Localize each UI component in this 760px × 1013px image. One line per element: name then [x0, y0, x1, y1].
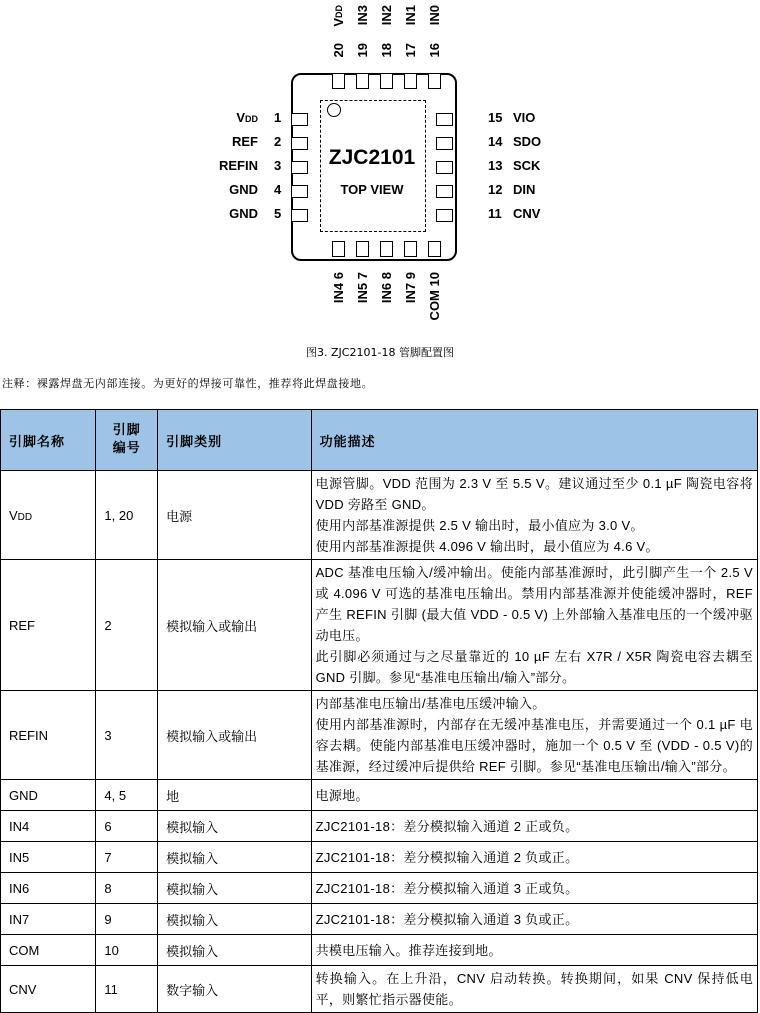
pin-5-number: 5 [274, 206, 282, 221]
pin-pad-10 [428, 241, 441, 257]
cell-pin-name: REFIN [1, 691, 96, 780]
cell-pin-number: 6 [96, 811, 158, 842]
pin-pad-17 [404, 73, 417, 89]
pin-pad-8 [380, 241, 393, 257]
cell-pin-number: 9 [96, 904, 158, 935]
description-line: ADC 基准电压输入/缓冲输出。使能内部基准源时，此引脚产生一个 2.5 V 或 4.096 V 可选的基准电压输出。禁用内部基准源并使能缓冲器时，REF 产生 REFIN 引脚 (最大值 VDD - 0.5 V) 上外部输入基准电压的一个缓冲驱动电压。 [315, 565, 753, 643]
cell-pin-name: IN4 [1, 811, 96, 842]
pin-5-name: GND [229, 206, 258, 221]
pin-14-name: SDO [513, 134, 542, 149]
cell-pin-type: 地 [158, 780, 311, 811]
chip-name-label: ZJC2101 [328, 146, 416, 169]
pin-pad-19 [356, 73, 369, 89]
pin-pad-7 [356, 241, 369, 257]
cell-pin-number: 10 [96, 935, 158, 966]
pin-17-number: 17 [403, 43, 418, 58]
cell-description: 共模电压输入。推荐连接到地。 [311, 935, 757, 966]
cell-pin-type: 数字输入 [158, 966, 311, 1013]
pin-12-number: 12 [488, 182, 503, 197]
pin-pad-9 [404, 241, 417, 257]
pin-11-name: CNV [513, 206, 541, 221]
cell-description: ZJC2101-18：差分模拟输入通道 2 正或负。 [311, 811, 757, 842]
pin-pad-2 [291, 137, 308, 150]
description-line: 使用内部基准源提供 4.096 V 输出时，最小值应为 4.6 V。 [315, 539, 659, 554]
table-row [1, 691, 758, 780]
header-function: 功能描述 [311, 410, 757, 471]
cell-pin-number: 11 [96, 966, 158, 1013]
pin-1-name: VDD [236, 110, 258, 125]
table-row [1, 842, 758, 873]
cell-pin-number: 3 [96, 691, 158, 780]
table-row [1, 811, 758, 842]
cell-description: 转换输入。在上升沿，CNV 启动转换。转换期间，如果 CNV 保持低电平，则繁忙指示器使能。 [311, 966, 757, 1013]
pin-7-label: IN5 7 [355, 272, 370, 304]
cell-pin-number: 1, 20 [96, 471, 158, 560]
cell-pin-name: IN7 [1, 904, 96, 935]
cell-pin-name: REF [1, 560, 96, 691]
pin-18-name: IN2 [379, 5, 394, 26]
pin-19-number: 19 [355, 43, 370, 58]
table-row [1, 471, 758, 560]
pin-13-number: 13 [488, 158, 503, 173]
pin-10-label: COM 10 [427, 272, 442, 321]
cell-pin-name: CNV [1, 966, 96, 1013]
pin-8-label: IN6 8 [379, 272, 394, 304]
cell-pin-type: 模拟输入 [158, 873, 311, 904]
cell-pin-type: 电源 [158, 471, 311, 560]
pin-19-name: IN3 [355, 5, 370, 26]
pin-1-number: 1 [274, 110, 282, 125]
pin-15-name: VIO [513, 110, 536, 125]
pin-pad-1 [291, 113, 308, 126]
cell-pin-type: 模拟输入 [158, 811, 311, 842]
pin-pad-20 [332, 73, 345, 89]
pin-configuration-diagram [0, 0, 760, 330]
description-line: 内部基准电压输出/基准电压缓冲输入。 [315, 696, 546, 711]
description-line: 使用内部基准源提供 2.5 V 输出时，最小值应为 3.0 V。 [315, 518, 644, 533]
pin-17-name: IN1 [403, 5, 418, 26]
cell-description: ZJC2101-18：差分模拟输入通道 3 负或正。 [311, 904, 757, 935]
description-line: 使用内部基准源时，内部存在无缓冲基准电压，并需要通过一个 0.1 µF 电容去耦。使能内部基准电压缓冲器时，施加一个 0.5 V 至 (VDD - 0.5 V)的基准源，经过缓冲后提供给 REF 引脚。参见“基准电压输出/输入”部分。 [315, 717, 753, 774]
cell-pin-name: COM [1, 935, 96, 966]
pin-pad-11 [436, 209, 453, 222]
pin-16-number: 16 [427, 43, 442, 58]
note-text: 注释：裸露焊盘无内部连接。为更好的焊接可靠性，推荐将此焊盘接地。 [2, 377, 374, 390]
table-row [1, 780, 758, 811]
cell-description: ZJC2101-18：差分模拟输入通道 2 负或正。 [311, 842, 757, 873]
cell-description [311, 691, 757, 780]
table-row [1, 966, 758, 1013]
pin-13-name: SCK [513, 158, 541, 173]
pin-14-number: 14 [488, 134, 503, 149]
cell-pin-type: 模拟输入 [158, 842, 311, 873]
pin-6-label: IN4 6 [331, 272, 346, 304]
pin-15-number: 15 [488, 110, 503, 125]
pin-pad-18 [380, 73, 393, 89]
cell-description [311, 471, 757, 560]
top-view-label: TOP VIEW [340, 182, 404, 197]
description-line: 电源管脚。VDD 范围为 2.3 V 至 5.5 V。建议通过至少 0.1 µF 陶瓷电容将 VDD 旁路至 GND。 [315, 476, 753, 512]
table-header-row [1, 410, 758, 471]
header-pin-name: 引脚名称 [1, 410, 96, 471]
pin-pad-3 [291, 161, 308, 174]
pin-9-label: IN7 9 [403, 272, 418, 304]
pin-pad-5 [291, 209, 308, 222]
cell-pin-name: VDD [1, 471, 96, 560]
header-pin-number: 引脚 编号 [96, 410, 158, 471]
pin-4-name: GND [229, 182, 258, 197]
pin-pad-4 [291, 185, 308, 198]
cell-description [311, 560, 757, 691]
table-row [1, 560, 758, 691]
pin-2-number: 2 [274, 134, 282, 149]
pin-3-number: 3 [274, 158, 282, 173]
header-pin-type: 引脚类别 [158, 410, 311, 471]
pin-pad-6 [332, 241, 345, 257]
cell-description: ZJC2101-18：差分模拟输入通道 3 正或负。 [311, 873, 757, 904]
cell-pin-name: IN6 [1, 873, 96, 904]
cell-pin-type: 模拟输入或输出 [158, 691, 311, 780]
table-row [1, 873, 758, 904]
pin-16-name: IN0 [427, 5, 442, 26]
cell-pin-name: IN5 [1, 842, 96, 873]
description-line: 此引脚必须通过与之尽量靠近的 10 µF 左右 X7R / X5R 陶瓷电容去耦至 GND 引脚。参见“基准电压输出/输入”部分。 [315, 649, 753, 685]
cell-description: 电源地。 [311, 780, 757, 811]
cell-pin-number: 8 [96, 873, 158, 904]
pin-pad-13 [436, 161, 453, 174]
pin1-indicator-dot [327, 103, 341, 117]
pin-3-name: REFIN [219, 158, 258, 173]
cell-pin-number: 7 [96, 842, 158, 873]
cell-pin-name: GND [1, 780, 96, 811]
pin-pad-14 [436, 137, 453, 150]
table-row [1, 904, 758, 935]
pin-pad-16 [428, 73, 441, 89]
pin-12-name: DIN [513, 182, 536, 197]
cell-pin-type: 模拟输入或输出 [158, 560, 311, 691]
pin-20-name: VDD [331, 5, 346, 27]
cell-pin-type: 模拟输入 [158, 904, 311, 935]
pin-pad-12 [436, 185, 453, 198]
pin-function-table [0, 409, 758, 1013]
figure-caption: 图3. ZJC2101-18 管脚配置图 [306, 346, 454, 359]
pin-11-number: 11 [488, 206, 502, 221]
table-row [1, 935, 758, 966]
pin-2-name: REF [232, 134, 258, 149]
pin-pad-15 [436, 113, 453, 126]
cell-pin-type: 模拟输入 [158, 935, 311, 966]
pin-4-number: 4 [274, 182, 282, 197]
pin-18-number: 18 [379, 43, 394, 58]
pin-20-number: 20 [331, 43, 346, 58]
cell-pin-number: 2 [96, 560, 158, 691]
cell-pin-number: 4, 5 [96, 780, 158, 811]
